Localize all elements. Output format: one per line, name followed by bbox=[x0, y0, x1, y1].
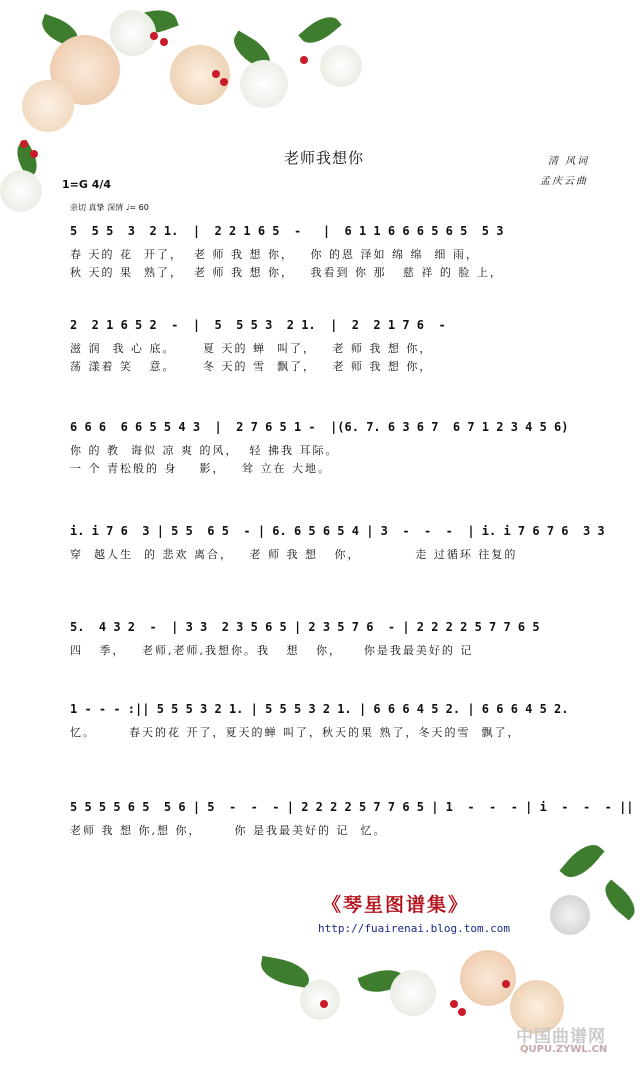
score-row bbox=[70, 318, 610, 406]
composer-credit: 孟庆云曲 bbox=[540, 176, 588, 187]
notation-line: 1 - - - :|| 5 5 5 3 2 1. | 5 5 5 3 2 1. | 6 6 6 4 5 2. | 6 6 6 4 5 2. bbox=[70, 702, 569, 716]
lyric-line-1: 老师 我 想 你,想 你， 你 是我最美好的 记 忆。 bbox=[70, 824, 387, 837]
lyric-line-2: 一 个 青松般的 身 影， 耸 立在 大地。 bbox=[70, 462, 331, 475]
lyric-line-1: 四 季， 老师,老师,我想你。我 想 你， 你是我最美好的 记 bbox=[70, 644, 474, 657]
notation-line: 5 5 5 3 2 1. | 2 2 1 6 5 - | 6 1 1 6 6 6 5 6 5 5 3 bbox=[70, 224, 504, 238]
notation-line: 6 6 6 6 6 5 5 4 3 | 2 7 6 5 1 - |(6. 7. 6 3 6 7 6 7 1 2 3 4 5 6) bbox=[70, 420, 569, 434]
notation-line: i. i 7 6 3 | 5 5 6 5 - | 6. 6 5 6 5 4 | 3 - - - | i. i 7 6 7 6 3 3 bbox=[70, 524, 605, 538]
watermark-site-name: 中国曲谱网 bbox=[516, 1027, 606, 1047]
song-title: 老师我想你 bbox=[284, 149, 365, 167]
floral-corner-top bbox=[0, 0, 380, 220]
lyric-line-1: 春 天的 花 开了， 老 师 我 想 你， 你 的恩 泽如 绵 绵 细 雨， bbox=[70, 248, 479, 261]
score-row bbox=[70, 224, 610, 312]
score-row bbox=[70, 800, 634, 888]
notation-line: 5 5 5 5 6 5 5 6 | 5 - - - | 2 2 2 2 5 7 7 6 5 | 1 - - - | i - - - || bbox=[70, 800, 634, 814]
score-row bbox=[70, 524, 610, 612]
lyric-line-1: 你 的 教 诲似 凉 爽 的风， 轻 拂我 耳际。 bbox=[70, 444, 339, 457]
score-row bbox=[70, 702, 610, 790]
lyric-line-2: 荡 漾着 笑 意。 冬 天的 雪 飘了， 老 师 我 想 你， bbox=[70, 360, 433, 373]
lyric-line-1: 忆。 春天的花 开了，夏天的蝉 叫了，秋天的果 熟了，冬天的雪 飘了， bbox=[70, 726, 521, 739]
watermark-url: QUPU.ZYWL.CN bbox=[520, 1044, 608, 1055]
key-signature: 1=G 4/4 bbox=[62, 178, 112, 191]
lyric-line-1: 滋 润 我 心 底。 夏 天的 蝉 叫了， 老 师 我 想 你， bbox=[70, 342, 433, 355]
lyric-line-2: 秋 天的 果 熟了， 老 师 我 想 你， 我看到 你 那 慈 祥 的 脸 上， bbox=[70, 266, 503, 279]
notation-line: 5. 4 3 2 - | 3 3 2 3 5 6 5 | 2 3 5 7 6 - | 2 2 2 2 5 7 7 6 5 bbox=[70, 620, 540, 634]
tempo-marking: 亲切 真挚 深情 ♩= 60 bbox=[70, 203, 149, 212]
notation-line: 2 2 1 6 5 2 - | 5 5 5 3 2 1. | 2 2 1 7 6 - bbox=[70, 318, 446, 332]
lyricist-credit: 清 风词 bbox=[548, 156, 590, 167]
blog-url[interactable]: http://fuairenai.blog.tom.com bbox=[318, 922, 511, 935]
lyric-line-1: 穿 越人生 的 悲欢 离合， 老 师 我 想 你， 走 过循环 往复的 bbox=[70, 548, 518, 561]
score-row bbox=[70, 620, 610, 708]
score-row bbox=[70, 420, 610, 508]
collection-title: 《琴星图谱集》 bbox=[322, 894, 470, 916]
